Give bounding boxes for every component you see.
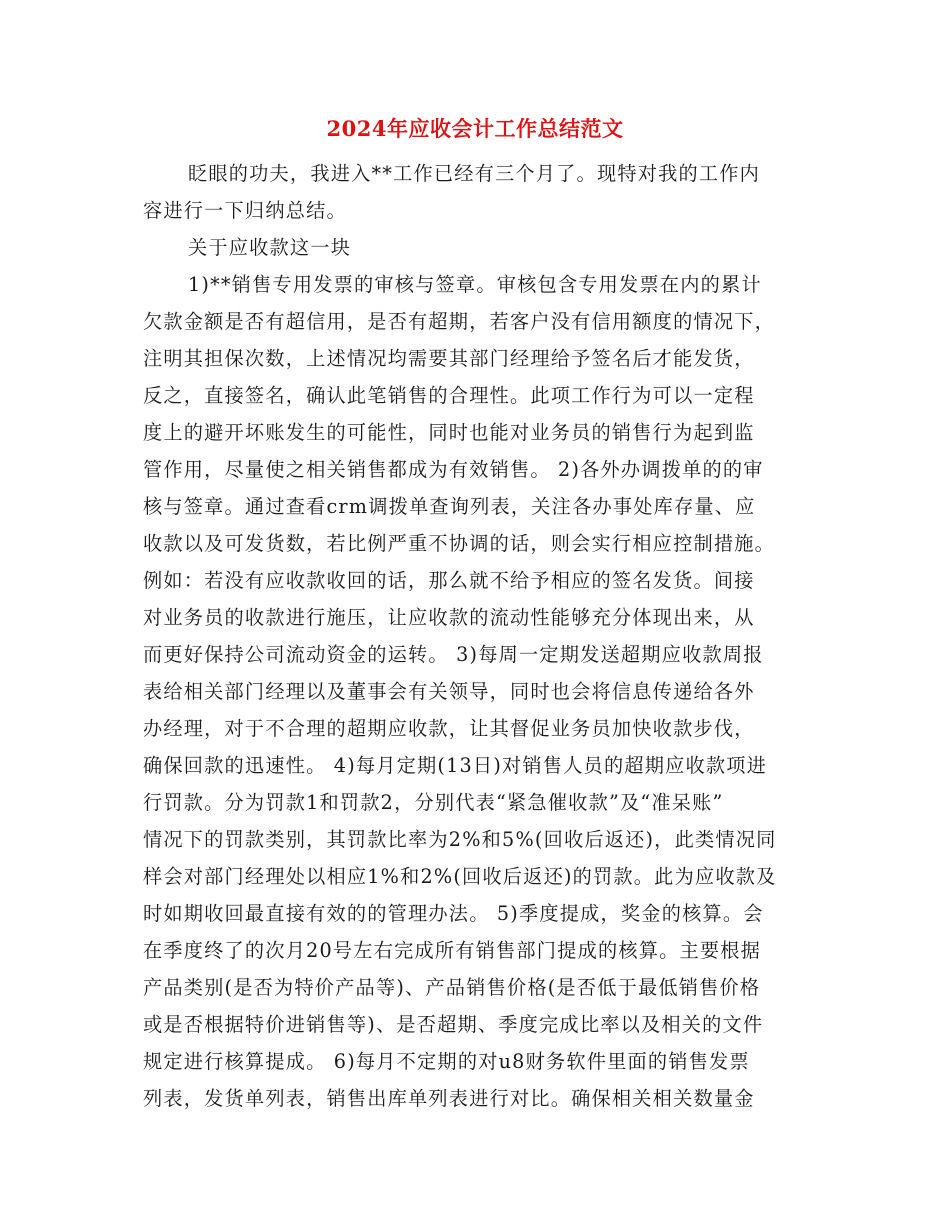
paragraph-line: 表给相关部门经理以及董事会有关领导，同时也会将信息传递给各外 [143, 680, 755, 703]
paragraph-line: 核与签章。通过查看crm调拨单查询列表，关注各办事处库存量、应 [143, 495, 756, 518]
paragraph-line: 例如：若没有应收款收回的话，那么就不给予相应的签名发货。间接 [143, 569, 755, 592]
paragraph-line: 列表，发货单列表，销售出库单列表进行对比。确保相关相关数量金 [143, 1087, 755, 1110]
paragraph-line: 对业务员的收款进行施压，让应收款的流动性能够充分体现出来，从 [143, 606, 755, 629]
paragraph-line: 欠款金额是否有超信用，是否有超期，若客户没有信用额度的情况下， [143, 310, 776, 333]
paragraph-line: 确保回款的迅速性。 4)每月定期(13日)对销售人员的超期应收款项进 [143, 754, 768, 777]
paragraph-line: 而更好保持公司流动资金的运转。 3)每周一定期发送超期应收款周报 [143, 643, 764, 666]
paragraph-line: 反之，直接签名，确认此笔销售的合理性。此项工作行为可以一定程 [143, 384, 755, 407]
paragraph-line: 1)**销售专用发票的审核与签章。审核包含专用发票在内的累计 [188, 273, 762, 296]
paragraph-line: 度上的避开坏账发生的可能性，同时也能对业务员的销售行为起到监 [143, 421, 755, 444]
paragraph-line: 注明其担保次数，上述情况均需要其部门经理给予签名后才能发货， [143, 347, 755, 370]
paragraph-line: 收款以及可发货数，若比例严重不协调的话，则会实行相应控制措施。 [143, 532, 776, 555]
paragraph-line: 产品类别(是否为特价产品等)、产品销售价格(是否低于最低销售价格 [143, 976, 761, 999]
paragraph-line: 时如期收回最直接有效的的管理办法。 5)季度提成，奖金的核算。会 [143, 902, 764, 925]
paragraph-line: 规定进行核算提成。 6)每月不定期的对u8财务软件里面的销售发票 [143, 1050, 750, 1073]
paragraph-line: 样会对部门经理处以相应1%和2%(回收后返还)的罚款。此为应收款及 [143, 865, 777, 888]
section-heading: 关于应收款这一块 [188, 236, 352, 259]
paragraph-line: 眨眼的功夫，我进入**工作已经有三个月了。现特对我的工作内 [188, 162, 761, 185]
paragraph-line: 情况下的罚款类别，其罚款比率为2%和5%(回收后返还)，此类情况同 [143, 828, 777, 851]
paragraph-line: 容进行一下归纳总结。 [143, 199, 347, 222]
paragraph-line: 管作用，尽量使之相关销售都成为有效销售。 2)各外办调拨单的的审 [143, 458, 764, 481]
paragraph-line: 行罚款。分为罚款1和罚款2，分别代表“紧急催收款”及“准呆账” [143, 791, 724, 814]
paragraph-line: 办经理，对于不合理的超期应收款，让其督促业务员加快收款步伐， [143, 717, 755, 740]
paragraph-line: 或是否根据特价进销售等)、是否超期、季度完成比率以及相关的文件 [143, 1013, 764, 1036]
document-title: 2024年应收会计工作总结范文 [326, 116, 624, 141]
paragraph-line: 在季度终了的次月20号左右完成所有销售部门提成的核算。主要根据 [143, 939, 762, 962]
